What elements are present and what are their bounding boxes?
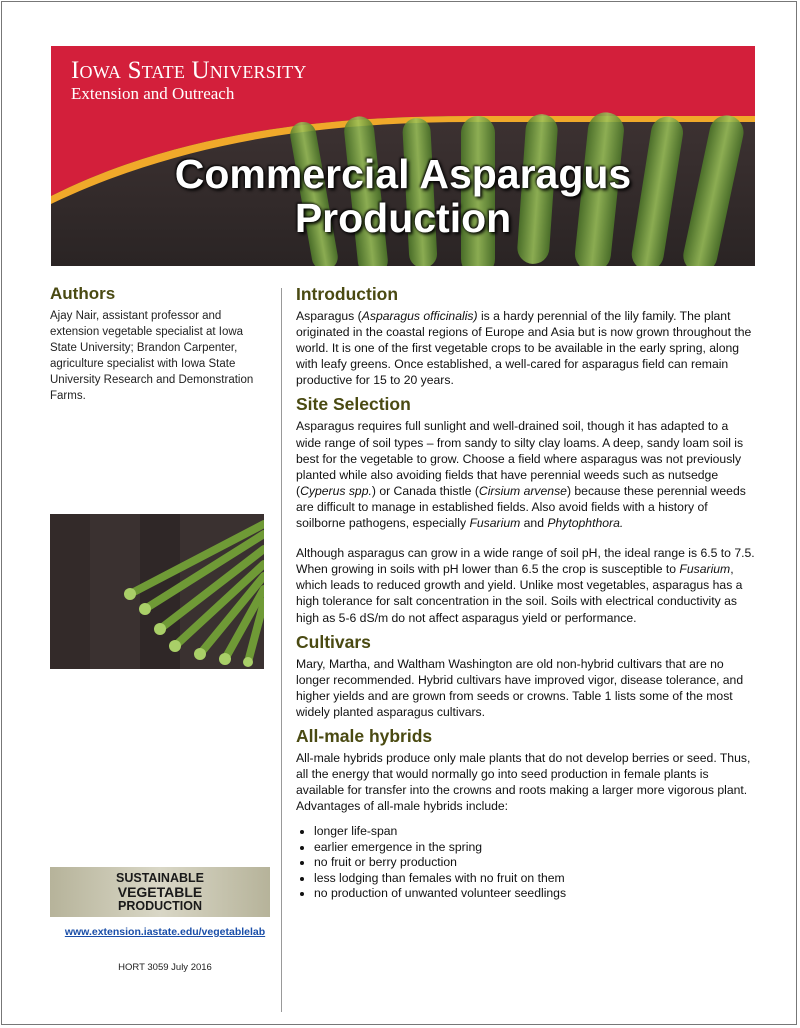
list-item: • less lodging than females with no fruit on them xyxy=(314,871,756,887)
list-item: • longer life-span xyxy=(314,824,756,840)
scientific-name: Cirsium arvense xyxy=(478,483,567,498)
text-run: Although asparagus can grow in a wide range of soil pH, the ideal range is 6.5 to 7.5. When growing in soils with pH lower than 6.5 the crop is susceptible to xyxy=(296,546,755,577)
list-item: • no production of unwanted volunteer seedlings xyxy=(314,886,756,902)
cultivars-heading: Cultivars xyxy=(296,631,371,652)
site-selection-heading: Site Selection xyxy=(296,394,411,415)
sustainable-vegetable-badge xyxy=(50,867,270,917)
text-run: ) because these perennial weeds are difficult to manage in established fields. Also avoid fields with a history of soilborne pathogens, especially xyxy=(296,483,746,531)
university-name: Iowa State University xyxy=(71,57,307,84)
title-line-2: Production xyxy=(294,195,512,241)
list-item: • earlier emergence in the spring xyxy=(314,840,756,856)
badge-line-2: VEGETABLE xyxy=(117,884,203,900)
title-line-1: Commercial Asparagus xyxy=(174,151,632,197)
isu-logo xyxy=(71,58,307,104)
cultivars-paragraph: Mary, Martha, and Waltham Washington are old non-hybrid cultivars that are no longer recommended. Hybrid cultivars have improved vigor, disease tolerance, and higher yields and are grown from seeds or crowns. Table 1 lists some of the most widely planted asparagus cultivars. xyxy=(296,656,744,719)
scientific-name: Cyperus spp. xyxy=(300,483,372,498)
text-run: Asparagus requires full sunlight and well-drained soil, though it has adapted to a wide range of soil types – from sandy to silty clay loams. A deep, sandy loam soil is best for the vegetable to grow. Choose a field where asparagus was not previously planted while also avoiding fields that have perennial weeds such as nutsedge ( xyxy=(296,419,744,498)
all-male-hybrids-paragraph: All-male hybrids produce only male plants that do not develop berries or seed. Thus, all the energy that would normally go into seed production in female plants is available for transfer into the crowns and roots making a larger more vigorous plant. Advantages of all-male hybrids include: xyxy=(296,750,751,814)
text-run: is a hardy perennial of the lily family. The plant originated in the coastal regions of Europe and Asia but is now grown throughout the world. It is one of the first vegetable crops to be available in the early spring, along with leafy greens. Once established, a well-cared for asparagus field can remain productive for 15 to 20 years. xyxy=(296,309,752,388)
text-run: ) or Canada thistle ( xyxy=(371,483,479,498)
all-male-hybrids-heading: All-male hybrids xyxy=(296,725,433,746)
scientific-name: Fusarium xyxy=(469,516,521,531)
text-run: and xyxy=(520,516,548,531)
list-item: • no fruit or berry production xyxy=(314,855,756,871)
introduction-paragraph xyxy=(296,308,756,388)
main-content xyxy=(296,284,756,902)
publication-number: HORT 3059 July 2016 xyxy=(118,962,212,973)
scientific-name: Fusarium xyxy=(679,562,731,577)
badge-line-3: PRODUCTION xyxy=(117,899,203,913)
authors-text: Ajay Nair, assistant professor and extension vegetable specialist at Iowa State University; Brandon Carpenter, agriculture specialist with Iowa State University Research and Demonstration Farms. xyxy=(50,310,254,402)
site-selection-paragraph-1 xyxy=(296,418,756,531)
site-selection-paragraph-2 xyxy=(296,545,756,625)
badge-line-1: SUSTAINABLE xyxy=(116,871,204,885)
header-banner xyxy=(51,46,755,266)
authors-heading: Authors xyxy=(50,284,116,303)
asparagus-bunch-image xyxy=(50,514,264,669)
text-run: , which leads to reduced growth and yield. Unlike most vegetables, asparagus has a high tolerance for salt concentration in the soil. Soils with electrical conductivity as high as 5-6 dS/m do not affect asparagus yield or performance. xyxy=(296,562,743,625)
extension-subtitle: Extension and Outreach xyxy=(71,84,235,103)
document-title xyxy=(51,152,755,240)
introduction-heading: Introduction xyxy=(296,284,399,304)
column-divider xyxy=(281,288,282,1012)
advantages-list xyxy=(296,824,756,902)
sidebar xyxy=(50,284,265,404)
scientific-name: Asparagus officinalis) xyxy=(361,309,478,323)
scientific-name: Phytophthora. xyxy=(547,516,624,531)
text-run: Asparagus ( xyxy=(296,309,362,323)
vegetable-lab-link[interactable]: www.extension.iastate.edu/vegetablelab xyxy=(64,926,266,938)
